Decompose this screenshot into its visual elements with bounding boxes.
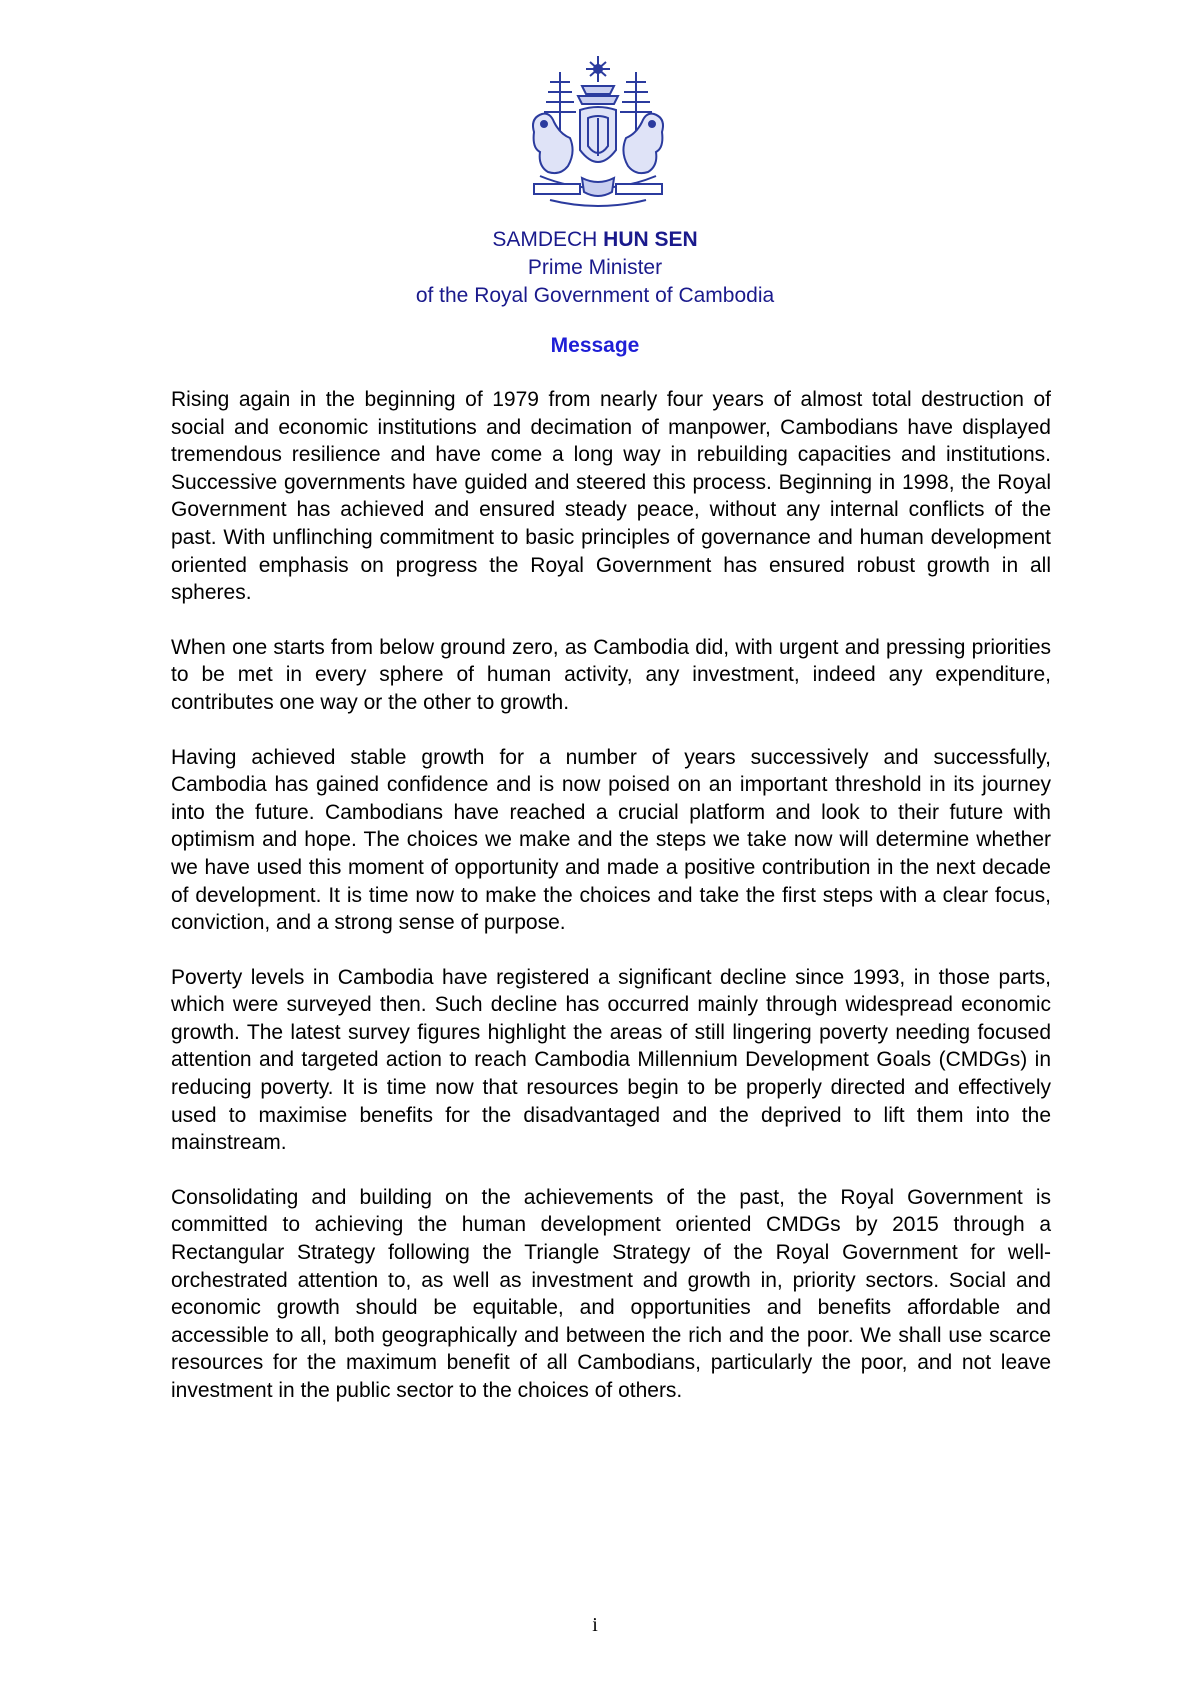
author-title-prefix: SAMDECH [492, 228, 598, 251]
paragraph: When one starts from below ground zero, as Cambodia did, with urgent and pressing priorities to be met in every sphere of human activity, any investment, indeed any expenditure, contributes one way or the other to growth. [171, 635, 1051, 714]
author-position: Prime Minister [527, 256, 663, 279]
message-body [171, 386, 1051, 1432]
page-number: i [592, 1614, 598, 1636]
paragraph: Consolidating and building on the achievements of the past, the Royal Government is committed to achieving the human development oriented CMDGs by 2015 through a Rectangular Strategy following the Triangle Strategy of the Royal Government for well-orchestrated attention to, as well as investment and growth in, priority sectors. Social and economic growth should be equitable, and opportunities and benefits affordable and accessible to all, both geographically and between the rich and the poor. We shall use scarce resources for the maximum benefit of all Cambodians, particularly the poor, and not leave investment in the public sector to the choices of others. [171, 1185, 1051, 1402]
author-header [0, 226, 1190, 310]
paragraph: Rising again in the beginning of 1979 from nearly four years of almost total destruction of social and economic institutions and decimation of manpower, Cambodians have displayed tremendous resilience and have come a long way in rebuilding capacities and institutions. Successive governments have guided and steered this process. Beginning in 1998, the Royal Government has achieved and ensured steady peace, without any internal conflicts of the past. With unflinching commitment to basic principles of governance and human development oriented emphasis on progress the Royal Government has ensured robust growth in all spheres. [171, 388, 1051, 605]
royal-coat-of-arms-emblem-icon [520, 52, 676, 212]
paragraph: Poverty levels in Cambodia have registered a significant decline since 1993, in those parts, which were surveyed then. Such decline has occurred mainly through widespread economic growth. The latest survey figures highlight the areas of still lingering poverty needing focused attention and targeted action to reach Cambodia Millennium Development Goals (CMDGs) in reducing poverty. It is time now that resources begin to be properly directed and effectively used to maximise benefits for the disadvantaged and the deprived to lift them into the mainstream. [171, 965, 1051, 1155]
author-name-line [0, 226, 1190, 254]
author-name: HUN SEN [603, 228, 698, 251]
message-title: Message [550, 334, 640, 357]
paragraph: Having achieved stable growth for a number of years successively and successfully, Cambodia has gained confidence and is now poised on an important threshold in its journey into the future. Cambodians have reached a crucial platform and look to their future with optimism and hope. The choices we make and the steps we take now will determine whether we have used this moment of opportunity and made a positive contribution in the next decade of development. It is time now to make the choices and take the first steps with a clear focus, conviction, and a strong sense of purpose. [171, 745, 1051, 935]
author-government: of the Royal Government of Cambodia [415, 284, 775, 307]
